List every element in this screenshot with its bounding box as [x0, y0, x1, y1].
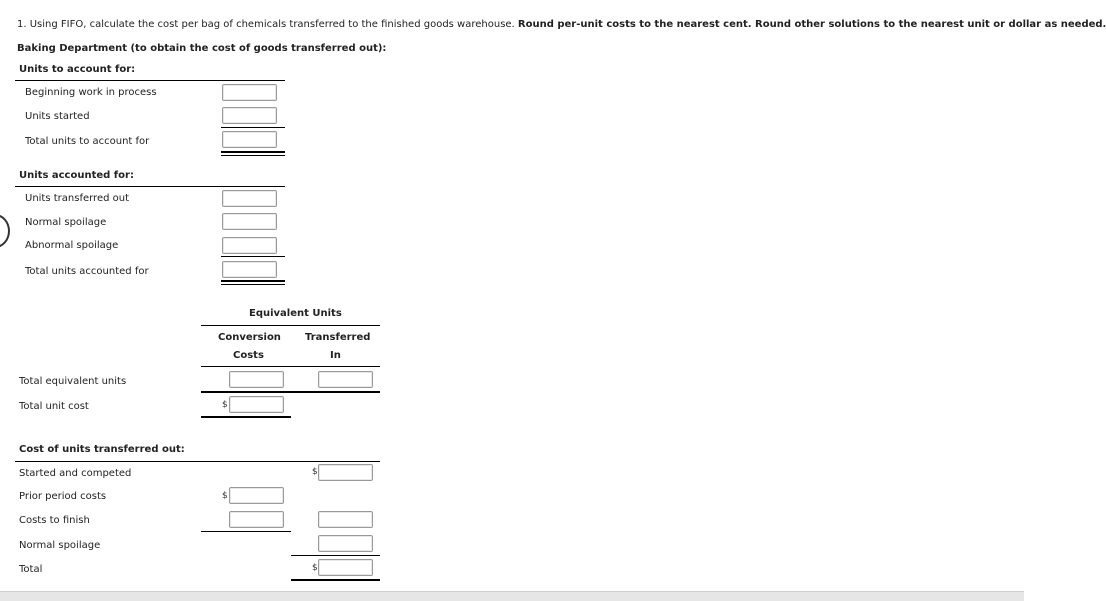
row-label-total-equivalent-units: Total equivalent units: [19, 376, 127, 387]
divider: [221, 155, 285, 156]
row-label-total-units-accounted: Total units accounted for: [25, 266, 149, 277]
divider: [201, 391, 380, 393]
horizontal-scrollbar[interactable]: [0, 591, 1024, 601]
costs-to-finish-conversion-input[interactable]: [229, 511, 284, 528]
row-label-total-unit-cost: Total unit cost: [19, 401, 89, 412]
divider: [15, 461, 380, 462]
col-header-costs: Costs: [233, 350, 264, 361]
instruction-bold-text: Round per-unit costs to the nearest cent. Round other solutions to the nearest unit or dollar as needed.: [517, 19, 1106, 30]
col-header-in: In: [330, 350, 341, 361]
divider: [201, 325, 380, 326]
divider: [15, 80, 285, 81]
department-heading: Baking Department (to obtain the cost of goods transferred out):: [17, 43, 387, 54]
divider: [221, 151, 285, 153]
equivalent-units-heading: Equivalent Units: [249, 308, 342, 319]
total-units-accounted-input[interactable]: [222, 261, 277, 278]
dollar-sign: $: [312, 467, 318, 477]
eq-units-transferred-in-input[interactable]: [318, 371, 373, 388]
row-label-normal-spoilage-units: Normal spoilage: [25, 217, 107, 228]
eq-units-conversion-input[interactable]: [229, 371, 284, 388]
prior-period-costs-input[interactable]: [229, 487, 284, 504]
started-completed-cost-input[interactable]: [318, 464, 373, 481]
normal-spoilage-units-input[interactable]: [222, 213, 277, 230]
divider: [15, 186, 285, 187]
scroll-marker[interactable]: [0, 214, 10, 248]
row-label-abnormal-spoilage-units: Abnormal spoilage: [25, 240, 119, 251]
total-units-to-account-input[interactable]: [222, 131, 277, 148]
divider: [201, 366, 380, 367]
instruction-text: 1. Using FIFO, calculate the cost per bag of chemicals transferred to the finished goods warehouse.: [17, 19, 518, 30]
beginning-wip-input[interactable]: [222, 84, 277, 101]
divider: [221, 280, 285, 282]
divider: [201, 416, 291, 418]
divider: [221, 256, 285, 257]
total-cost-input[interactable]: [318, 559, 373, 576]
units-transferred-out-input[interactable]: [222, 190, 277, 207]
row-label-units-started: Units started: [25, 111, 90, 122]
normal-spoilage-cost-input[interactable]: [318, 535, 373, 552]
units-accounted-heading: Units accounted for:: [19, 170, 134, 181]
row-label-normal-spoilage-cost: Normal spoilage: [19, 540, 101, 551]
cost-transferred-heading: Cost of units transferred out:: [19, 444, 185, 455]
col-header-transferred: Transferred: [305, 332, 371, 343]
row-label-total-units-to-account: Total units to account for: [25, 136, 150, 147]
row-label-costs-to-finish: Costs to finish: [19, 515, 90, 526]
divider: [291, 579, 380, 581]
divider: [221, 127, 285, 128]
row-label-prior-period-costs: Prior period costs: [19, 491, 107, 502]
row-label-units-transferred-out: Units transferred out: [25, 193, 130, 204]
unit-cost-conversion-input[interactable]: [229, 396, 284, 413]
abnormal-spoilage-units-input[interactable]: [222, 237, 277, 254]
dollar-sign: $: [312, 563, 318, 573]
dollar-sign: $: [222, 491, 228, 501]
row-label-total-cost: Total: [19, 564, 43, 575]
units-to-account-heading: Units to account for:: [19, 64, 136, 75]
row-label-beginning-wip: Beginning work in process: [25, 87, 157, 98]
divider: [201, 531, 291, 532]
dollar-sign: $: [222, 400, 228, 410]
divider: [221, 284, 285, 285]
col-header-conversion: Conversion: [218, 332, 281, 343]
divider: [291, 555, 380, 556]
costs-to-finish-total-input[interactable]: [318, 511, 373, 528]
row-label-started-and-completed: Started and competed: [19, 468, 132, 479]
units-started-input[interactable]: [222, 107, 277, 124]
instruction: [17, 19, 1106, 30]
